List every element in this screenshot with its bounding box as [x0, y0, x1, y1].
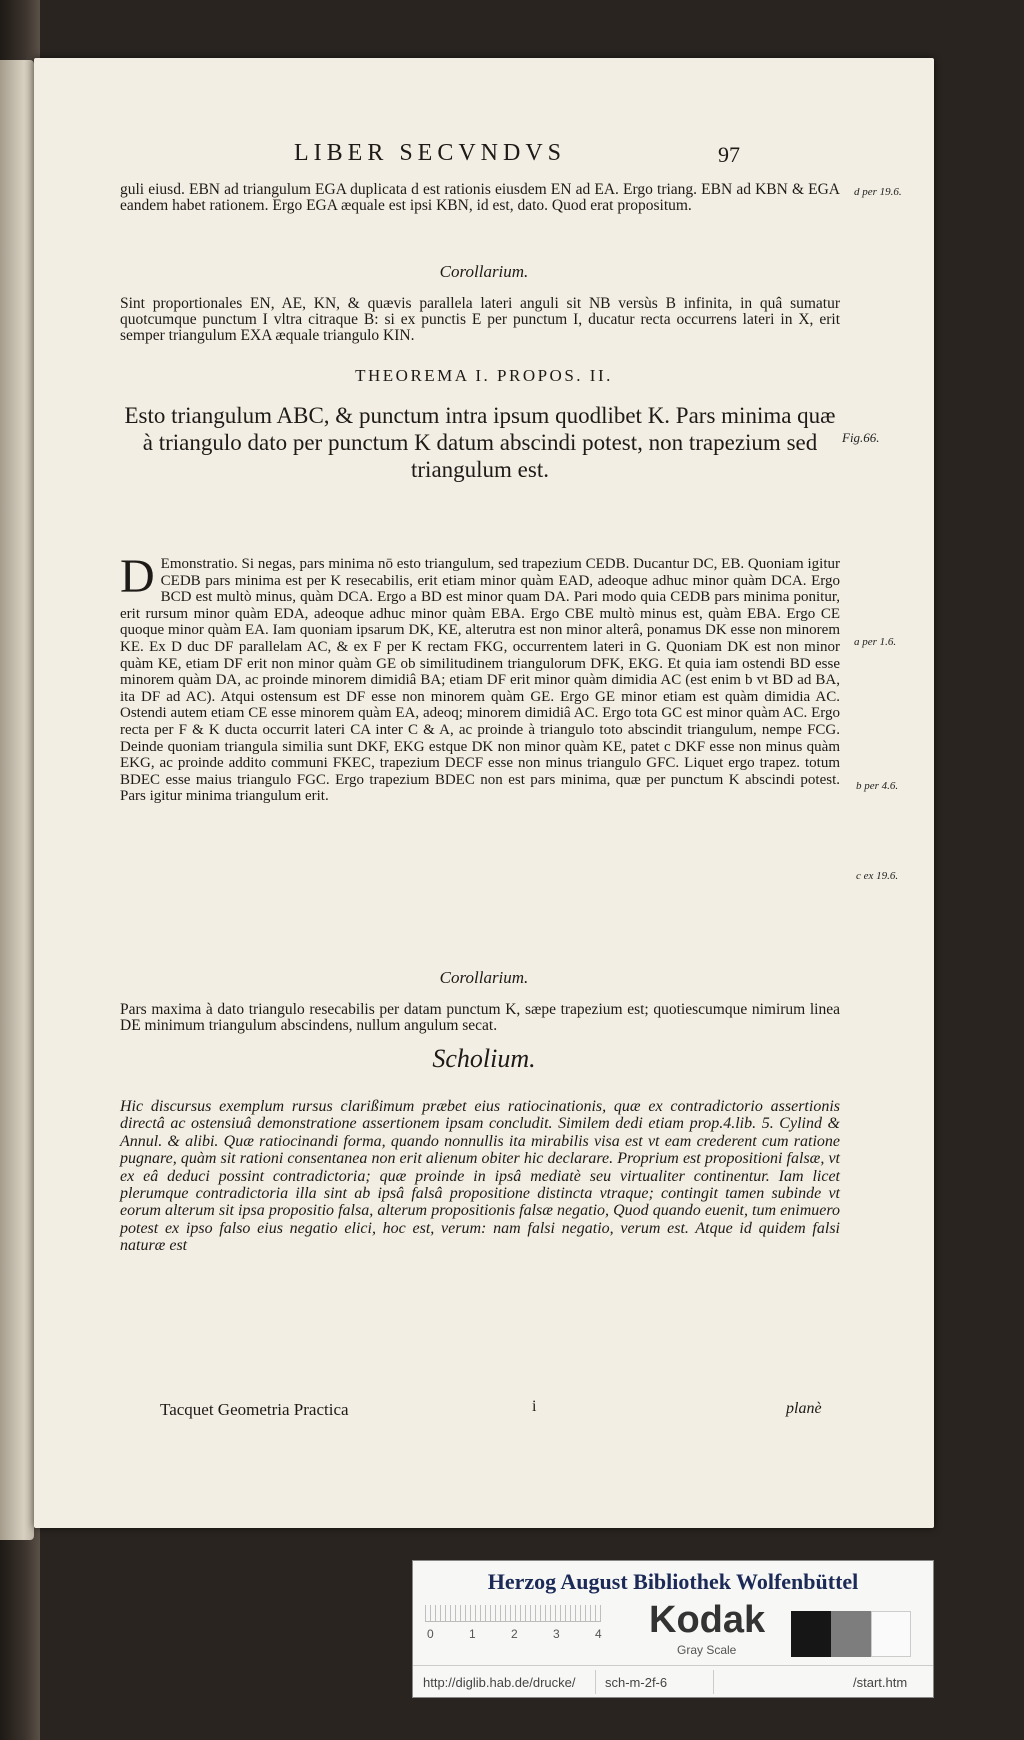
scale-ruler — [425, 1605, 601, 1622]
library-url: http://diglib.hab.de/drucke/ — [423, 1675, 576, 1690]
divider — [713, 1670, 714, 1694]
demonstration-text: Emonstratio. Si negas, pars minima nō esto triangulum, sed trapezium CEDB. Ducantur DC, EB. Quoniam igitur CEDB pars minima est per K resecabilis, erit etiam minor quàm EAD, adeoque adhuc minor quàm DCA. Ergo BCD est multò minus, quàm DCA. Ergo a BD est minor quam DA. Pari modo quia CEDB pars minima ponitur, erit rursum minor quàm EDA, adeoque adhuc minor quàm EBA. Ergo CBE multò minus est, quàm EBA. Ergo CE quoque minor quàm EA. Iam quoniam ipsarum DK, KE, alterutra est non minor alterâ, ponamus DK esse non minorem KE. Ex D duc DF parallelam AC, & ex F per K rectam FKG, occurrentem lateri in G. Quoniam DK est non minor quàm KE, etiam DF erit non minor quàm GE ob similitudinem triangulorum DFK, EKG. Et quia iam ostendi BD esse minorem quàm DA, ac proinde minorem dimidiâ BA; etiam DF erit minor quàm dimidia AC (est enim b vt BD ad BA, ita DF ad AC). Atqui ostensum est DF esse non minorem quàm GE. Ergo GE minor etiam est quàm dimidia AC. Ostendi autem etiam CE esse minorem quàm EA, adeoq; minorem dimidiâ AC. Ergo tota GC est minor quàm AC. Ergo recta per F & K ducta occurrit lateri CA inter C & A, ac proinde à triangulo toto abscindit triangulum, nempe FCG. Deinde quoniam triangula similia sunt DKF, EKG estque DK non minor quàm KE, patet c DKF esse non minus quàm EKG, ac proinde addito communi FKEC, trapezium DECF esse non minus triangulo GFC. Liquet ergo trapez. totum BDEC esse maius triangulo FGC. Ergo trapezium BDEC non est pars minima, quæ per punctum K abscindi potest. Pars igitur minima triangulum erit. — [120, 556, 840, 805]
corollary-2-text: Pars maxima à dato triangulo resecabilis per datam punctum K, sæpe trapezium est; quotiescumque nimirum linea DE minimum triangulum abscindens, nullum angulum secat. — [120, 1001, 840, 1034]
opening-paragraph: guli eiusd. EBN ad triangulum EGA duplicata d est rationis eiusdem EN ad EA. Ergo triang. EBN ad KBN & EGA eandem habet rationem. Ergo EGA æquale est ipsi KBN, id est, dato. Quod erat propositum. — [120, 181, 840, 214]
footer-running-title: Tacquet Geometria Practica — [160, 1400, 349, 1419]
color-target-card — [412, 1560, 934, 1698]
corollary-1-text: Sint proportionales EN, AE, KN, & quævis parallela lateri anguli sit NB versùs B infinita, in quâ sumatur quotcumque punctum I vltra citraque B: si ex punctis E per punctum I, ducatur recta occurrens lateri in X, erit semper triangulum EXA æquale triangulo KIN. — [120, 295, 840, 344]
corollary-2-heading: Corollarium. — [439, 968, 529, 987]
demonstration-paragraph — [120, 550, 840, 805]
theorem-statement: Esto triangulum ABC, & punctum intra ipsum quodlibet K. Pars minima quæ à triangulo dato per punctum K datum abscindi potest, non trapezium sed triangulum est. — [124, 403, 836, 482]
margin-note-fig: Fig.66. — [842, 430, 880, 445]
book-page — [34, 58, 934, 1528]
page-header — [34, 140, 934, 174]
kodak-logo: Kodak — [649, 1599, 766, 1641]
corollary-1-heading: Corollarium. — [439, 262, 529, 281]
start-page: /start.htm — [853, 1675, 908, 1690]
library-name: Herzog August Bibliothek Wolfenbüttel — [487, 1569, 859, 1594]
gray-patch-white — [871, 1611, 911, 1657]
scale-number: 1 — [469, 1627, 476, 1641]
shelfmark: sch-m-2f-6 — [605, 1675, 668, 1690]
theorem-heading: THEOREMA I. PROPOS. II. — [355, 366, 613, 385]
previous-page-edge — [0, 60, 34, 1540]
gray-scale-label: Gray Scale — [677, 1643, 737, 1657]
margin-note-c: c ex 19.6. — [856, 870, 899, 882]
signature-mark: i — [532, 1398, 537, 1415]
url-row — [413, 1665, 933, 1696]
gray-patch-black — [791, 1611, 831, 1657]
scale-number: 2 — [511, 1627, 518, 1641]
divider — [595, 1670, 596, 1694]
scholium-text: Hic discursus exemplum rursus clarißimum præbet eius ratiocinationis, quæ ex contradictorio assertionis directâ ac ostensiuâ demonstratione assertionem ipsam concludit. Similem dedi etiam prop.4.lib. 5. Cylind & Annul. & alibi. Quæ ratiocinandi forma, quando nonnullis ita mirabilis visa est vt eam crederent cum ratione pugnare, quàm sit rationi consentanea non erit alienum obiter hic declarare. Proprium est propositioni falsæ, vt ex eâ deduci possint contradictoria; quæ proinde in ipsâ mediatè seu virtualiter continentur. Iam licet plerumque contradictoria illa sint ab ipsâ falsâ propositione distincta vtraque; contingit tamen subinde vt eorum alterum sit ipsa propositio falsa, alterum propositionis falsæ negatio, Quod quando euenit, tum enimuero potest ex ipso falso eius negatio elici, hoc est, verum: nam falsi negatio, verum est. Atque id quidem falsi naturæ est — [120, 1098, 840, 1255]
drop-capital: D — [120, 550, 155, 603]
scholium-heading: Scholium. — [432, 1044, 536, 1073]
scale-number: 4 — [595, 1627, 602, 1641]
margin-note-b: b per 4.6. — [856, 780, 899, 792]
scale-number: 3 — [553, 1627, 560, 1641]
margin-note-a: a per 1.6. — [854, 636, 897, 648]
running-head: LIBER SECVNDVS — [294, 140, 567, 166]
catchword: planè — [786, 1400, 822, 1417]
gray-patch-mid — [831, 1611, 871, 1657]
margin-note-d: d per 19.6. — [854, 186, 902, 198]
scale-number: 0 — [427, 1627, 434, 1641]
page-number: 97 — [718, 142, 740, 167]
